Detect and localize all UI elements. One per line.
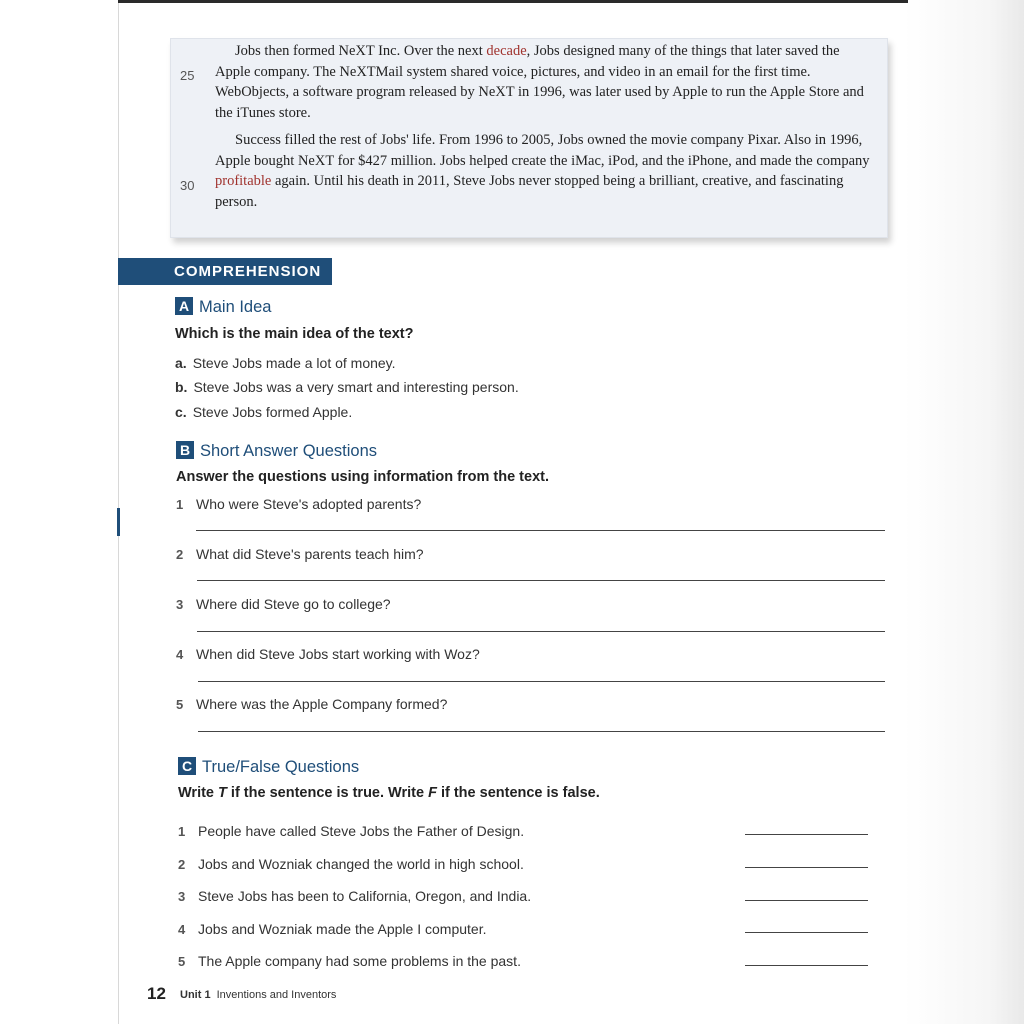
section-b-title-text: Short Answer Questions bbox=[200, 442, 378, 460]
question-number: 1 bbox=[178, 824, 186, 839]
option-label: c. bbox=[175, 404, 187, 420]
answer-line-5[interactable] bbox=[198, 731, 885, 732]
question-number: 4 bbox=[178, 922, 186, 937]
question-number: 1 bbox=[176, 497, 184, 512]
question-text: Steve Jobs has been to California, Oregon, and India. bbox=[198, 888, 532, 904]
instruction-t: T bbox=[218, 785, 227, 801]
section-a-instruction: Which is the main idea of the text? bbox=[175, 326, 414, 342]
instruction-part-2: if the sentence is true. Write bbox=[226, 785, 429, 801]
section-a-letter: A bbox=[175, 297, 193, 315]
question-text: The Apple company had some problems in the past. bbox=[198, 953, 521, 969]
true-false-answer-line-2[interactable] bbox=[745, 867, 868, 868]
true-false-answer-line-1[interactable] bbox=[745, 834, 868, 835]
unit-title: Inventions and Inventors bbox=[216, 989, 337, 1001]
reading-paragraph-1 bbox=[215, 41, 875, 123]
instruction-f: F bbox=[428, 785, 437, 801]
question-number: 3 bbox=[178, 889, 186, 904]
question-text: Where did Steve go to college? bbox=[196, 596, 391, 612]
section-c-title bbox=[178, 757, 359, 777]
spine-mark bbox=[117, 508, 120, 536]
question-text: Jobs and Wozniak changed the world in high school. bbox=[198, 856, 524, 872]
answer-line-4[interactable] bbox=[198, 681, 885, 682]
question-number: 5 bbox=[178, 954, 186, 969]
question-number: 2 bbox=[178, 857, 186, 872]
true-false-question-1 bbox=[178, 823, 524, 839]
option-label: b. bbox=[175, 379, 188, 395]
question-number: 3 bbox=[176, 597, 184, 612]
section-a-title bbox=[175, 297, 271, 317]
question-text: Jobs and Wozniak made the Apple I computer. bbox=[198, 921, 487, 937]
line-number-25: 25 bbox=[180, 68, 195, 83]
question-text: What did Steve's parents teach him? bbox=[196, 546, 424, 562]
short-answer-question-1 bbox=[176, 496, 421, 512]
para1-text-end: , Jobs designed many of the things that later saved the Apple company. The NeXTMail system shared voice, pictures, and video in an email for the first time. WebObjects, a software program released by NeXT in 1996, was later used by Apple to run the Apple Store and the iTunes store. bbox=[215, 43, 864, 121]
top-rule bbox=[118, 0, 908, 3]
question-text: Where was the Apple Company formed? bbox=[196, 696, 448, 712]
main-idea-option-a bbox=[175, 355, 396, 371]
question-number: 5 bbox=[176, 697, 184, 712]
unit-label: Unit 1 bbox=[180, 989, 211, 1001]
answer-line-3[interactable] bbox=[197, 631, 885, 632]
vocab-word-decade: decade bbox=[486, 43, 527, 59]
question-text: Who were Steve's adopted parents? bbox=[196, 496, 422, 512]
short-answer-question-3 bbox=[176, 596, 391, 612]
footer-unit bbox=[180, 989, 336, 1001]
option-text: Steve Jobs formed Apple. bbox=[192, 404, 353, 420]
section-a-title-text: Main Idea bbox=[199, 298, 272, 316]
option-label: a. bbox=[175, 355, 187, 371]
para2-text-end: again. Until his death in 2011, Steve Jobs never stopped being a brilliant, creative, and fascinating person. bbox=[215, 173, 844, 210]
section-b-letter: B bbox=[176, 441, 194, 459]
question-number: 2 bbox=[176, 547, 184, 562]
main-idea-option-c bbox=[175, 404, 352, 420]
answer-line-2[interactable] bbox=[197, 580, 885, 581]
true-false-question-2 bbox=[178, 856, 524, 872]
question-text: When did Steve Jobs start working with Woz? bbox=[196, 646, 480, 662]
section-c-title-text: True/False Questions bbox=[202, 758, 360, 776]
page-number: 12 bbox=[147, 984, 166, 1003]
page-left-margin bbox=[0, 0, 119, 1024]
option-text: Steve Jobs was a very smart and interesting person. bbox=[193, 379, 519, 395]
true-false-question-5 bbox=[178, 953, 521, 969]
section-c-instruction bbox=[178, 785, 600, 801]
section-c-letter: C bbox=[178, 757, 196, 775]
question-number: 4 bbox=[176, 647, 184, 662]
instruction-part-1: Write bbox=[178, 785, 219, 801]
answer-line-1[interactable] bbox=[196, 530, 885, 531]
instruction-part-3: if the sentence is false. bbox=[436, 785, 600, 801]
short-answer-question-2 bbox=[176, 546, 424, 562]
true-false-question-4 bbox=[178, 921, 486, 937]
true-false-answer-line-3[interactable] bbox=[745, 900, 868, 901]
section-b-instruction: Answer the questions using information from the text. bbox=[176, 469, 549, 485]
option-text: Steve Jobs made a lot of money. bbox=[192, 355, 396, 371]
reading-paragraph-2 bbox=[215, 130, 875, 212]
question-text: People have called Steve Jobs the Father of Design. bbox=[198, 823, 525, 839]
para1-text-start: Jobs then formed NeXT Inc. Over the next bbox=[235, 43, 487, 59]
true-false-answer-line-5[interactable] bbox=[745, 965, 868, 966]
comprehension-header: COMPREHENSION bbox=[118, 258, 332, 285]
para2-text-start: Success filled the rest of Jobs' life. From 1996 to 2005, Jobs owned the movie company Pixar. Also in 1996, Apple bought NeXT for $427 million. Jobs helped create the iMac, iPod, and the iPhone, and made the company bbox=[215, 132, 870, 169]
main-idea-option-b bbox=[175, 379, 519, 395]
short-answer-question-5 bbox=[176, 696, 447, 712]
page-right-shadow bbox=[904, 0, 1024, 1024]
section-b-title bbox=[176, 441, 377, 461]
vocab-word-profitable: profitable bbox=[215, 173, 272, 189]
true-false-question-3 bbox=[178, 888, 531, 904]
line-number-30: 30 bbox=[180, 178, 195, 193]
short-answer-question-4 bbox=[176, 646, 480, 662]
true-false-answer-line-4[interactable] bbox=[745, 932, 868, 933]
